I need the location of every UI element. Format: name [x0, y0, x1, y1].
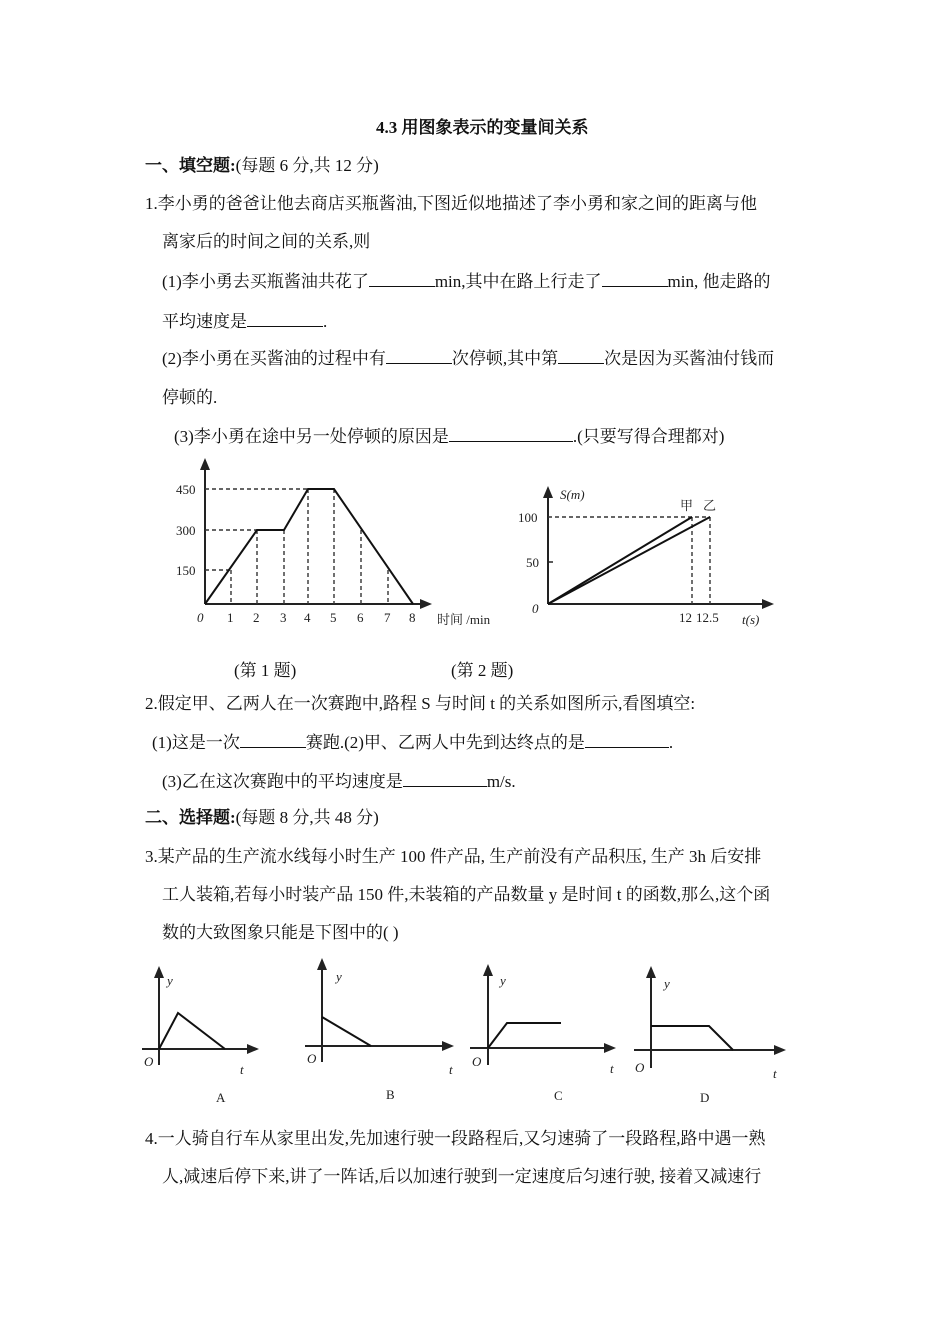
x-tick: 5	[330, 610, 337, 625]
text: (3)乙在这次赛跑中的平均速度是	[162, 772, 403, 791]
x-tick: 12	[679, 610, 692, 625]
y-axis-arrow-icon	[317, 958, 327, 970]
figure-2-caption: (第 2 题)	[451, 661, 514, 680]
x-axis-arrow-icon	[247, 1044, 259, 1054]
x-axis-label: 时间 /min	[437, 612, 491, 627]
y-tick: 450	[176, 482, 196, 497]
text: (1)李小勇去买瓶酱油共花了	[162, 272, 369, 291]
series-label-jia: 甲	[680, 498, 694, 513]
svg-text:t: t	[610, 1061, 614, 1076]
text: 次停顿,其中第	[451, 349, 559, 368]
q4-line-1: 4.一人骑自行车从家里出发,先加速行驶一段路程后,又匀速骑了一段路程,路中遇一熟	[145, 1129, 766, 1148]
option-b-label: B	[386, 1087, 395, 1102]
text: 次是因为买酱油付钱而	[604, 349, 775, 368]
q4-line-2: 人,减速后停下来,讲了一阵话,后以加速行驶到一定速度后匀速行驶, 接着又减速行	[162, 1167, 762, 1186]
q1-stem-2: 离家后的时间之间的关系,则	[162, 232, 371, 251]
x-tick: 12.5	[696, 610, 719, 625]
text: (2)李小勇在买酱油的过程中有	[162, 349, 386, 368]
q2-stem: 2.假定甲、乙两人在一次赛跑中,路程 S 与时间 t 的关系如图所示,看图填空:	[145, 694, 696, 713]
q3-line-1: 3.某产品的生产流水线每小时生产 100 件产品, 生产前没有产品积压, 生产 3h 后安排	[145, 847, 762, 866]
y-axis-arrow-icon	[646, 966, 656, 978]
option-d-graph[interactable]	[634, 966, 786, 1105]
origin-label: 0	[532, 601, 539, 616]
q1-stem-1: 1.李小勇的爸爸让他去商店买瓶酱油,下图近似地描述了李小勇和家之间的距离与他	[145, 194, 757, 213]
section-2-label: 二、选择题:	[145, 808, 236, 827]
y-axis-arrow-icon	[483, 964, 493, 976]
x-tick: 7	[384, 610, 391, 625]
section-1-label: 一、填空题:	[145, 156, 236, 175]
x-tick: 0	[197, 610, 204, 625]
option-a-graph[interactable]	[142, 966, 259, 1105]
text: min, 他走路的	[667, 272, 771, 291]
svg-text:y: y	[336, 969, 342, 984]
text: min,其中在路上行走了	[434, 272, 602, 291]
text: (3)李小勇在途中另一处停顿的原因是	[174, 427, 449, 446]
option-b-graph[interactable]	[305, 958, 454, 1102]
q3-line-2: 工人装箱,若每小时装产品 150 件,未装箱的产品数量 y 是时间 t 的函数,那么,这个函	[162, 885, 771, 904]
x-tick: 8	[409, 610, 416, 625]
x-tick: 2	[253, 610, 260, 625]
text: (1)这是一次	[152, 733, 240, 752]
x-tick: 4	[304, 610, 311, 625]
y-tick: 50	[526, 555, 539, 570]
option-d-label: D	[700, 1090, 710, 1105]
text: .	[323, 312, 328, 331]
text: .(只要写得合理都对)	[572, 427, 725, 446]
y-tick: 100	[518, 510, 538, 525]
option-c-graph[interactable]	[470, 964, 616, 1103]
text: .	[668, 733, 674, 752]
svg-text:t: t	[449, 1062, 453, 1077]
svg-text:O: O	[307, 1051, 317, 1066]
text: 赛跑.(2)甲、乙两人中先到达终点的是	[305, 733, 585, 752]
svg-text:t: t	[773, 1066, 777, 1081]
y-axis-arrow-icon	[154, 966, 164, 978]
x-tick: 3	[280, 610, 287, 625]
text: 平均速度是	[162, 312, 247, 331]
svg-text:O: O	[635, 1060, 645, 1075]
text: m/s.	[486, 772, 516, 791]
svg-text:t: t	[240, 1062, 244, 1077]
section-1-note: (每题 6 分,共 12 分)	[235, 156, 379, 175]
q1-part-2-cont: 停顿的.	[162, 388, 218, 407]
svg-text:y: y	[664, 976, 670, 991]
svg-text:y: y	[500, 973, 506, 988]
svg-text:O: O	[144, 1054, 154, 1069]
x-tick: 6	[357, 610, 364, 625]
y-axis-label: S(m)	[560, 487, 585, 502]
x-axis-label: t(s)	[742, 612, 760, 627]
q3-line-3: 数的大致图象只能是下图中的( )	[162, 923, 399, 942]
page-title: 4.3 用图象表示的变量间关系	[376, 118, 589, 137]
svg-text:y: y	[167, 973, 173, 988]
y-tick: 300	[176, 523, 196, 538]
x-tick: 1	[227, 610, 234, 625]
option-a-label: A	[216, 1090, 226, 1105]
x-axis-arrow-icon	[604, 1043, 616, 1053]
x-axis-arrow-icon	[442, 1041, 454, 1051]
figure-1-caption: (第 1 题)	[234, 661, 297, 680]
y-tick: 150	[176, 563, 196, 578]
svg-text:O: O	[472, 1054, 482, 1069]
x-axis-arrow-icon	[774, 1045, 786, 1055]
series-label-yi: 乙	[703, 498, 717, 513]
section-2-note: (每题 8 分,共 48 分)	[235, 808, 379, 827]
option-c-label: C	[554, 1088, 563, 1103]
